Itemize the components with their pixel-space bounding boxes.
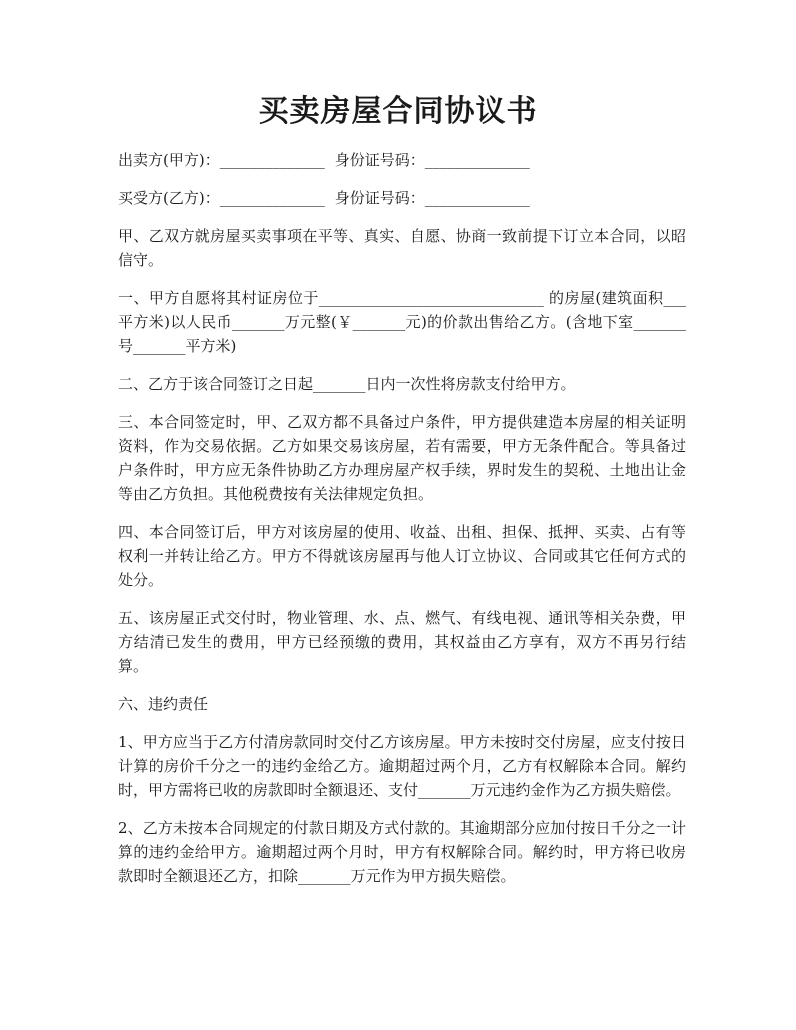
seller-line xyxy=(118,148,686,172)
clause-3-paragraph: 三、本合同签定时，甲、乙双方都不具备过户条件，甲方提供建造本房屋的相关证明资料，作为交易依据。乙方如果交易该房屋，若有需要，甲方无条件配合。等具备过户条件时，甲方应无条件协助乙方办理房屋产权手续，界时发生的契税、土地出让金等由乙方负担。其他税费按有关法律规定负担。 xyxy=(118,413,686,503)
buyer-label: 买受方(乙方)：______________ xyxy=(118,189,325,207)
clause-2-paragraph: 二、乙方于该合同签订之日起_______日内一次性将房款支付给甲方。 xyxy=(118,375,576,393)
seller-label: 出卖方(甲方)：______________ xyxy=(118,151,325,169)
clause-1-paragraph: 一、甲方自愿将其村证房位于______________________________ 的房屋(建筑面积___ 平方米)以人民币_______万元整(￥_______元)的价款出售给乙方。(含地下室_______号_______平方米) xyxy=(118,289,686,355)
document-title: 买卖房屋合同协议书 xyxy=(258,94,538,129)
seller-id-label: 身份证号码：______________ xyxy=(334,151,530,169)
document-body xyxy=(118,148,686,902)
preamble-paragraph: 甲、乙双方就房屋买卖事项在平等、真实、自愿、协商一致前提下订立本合同，以昭信守。 xyxy=(118,227,686,269)
clause-6-1-paragraph: 1、甲方应当于乙方付清房款同时交付乙方该房屋。甲方未按时交付房屋，应支付按日计算的房价千分之一的违约金给乙方。逾期超过两个月，乙方有权解除本合同。解约时，甲方需将已收的房款即时全额退还、支付_______万元违约金作为乙方损失赔偿。 xyxy=(118,733,686,799)
buyer-line xyxy=(118,186,686,210)
clause-6-heading: 六、违约责任 xyxy=(118,695,209,713)
buyer-id-label: 身份证号码：______________ xyxy=(334,189,530,207)
clause-5-paragraph: 五、该房屋正式交付时，物业管理、水、点、燃气、有线电视、通讯等相关杂费，甲方结清已发生的费用，甲方已经预缴的费用，其权益由乙方享有，双方不再另行结算。 xyxy=(118,609,686,675)
clause-4-paragraph: 四、本合同签订后，甲方对该房屋的使用、收益、出租、担保、抵押、买卖、占有等权利一并转让给乙方。甲方不得就该房屋再与他人订立协议、合同或其它任何方式的处分。 xyxy=(118,523,686,589)
clause-6-2-paragraph: 2、乙方未按本合同规定的付款日期及方式付款的。其逾期部分应加付按日千分之一计算的违约金给甲方。逾期超过两个月时，甲方有权解除合同。解约时，甲方将已收房款即时全额退还乙方，扣除_______万元作为甲方损失赔偿。 xyxy=(118,819,686,885)
